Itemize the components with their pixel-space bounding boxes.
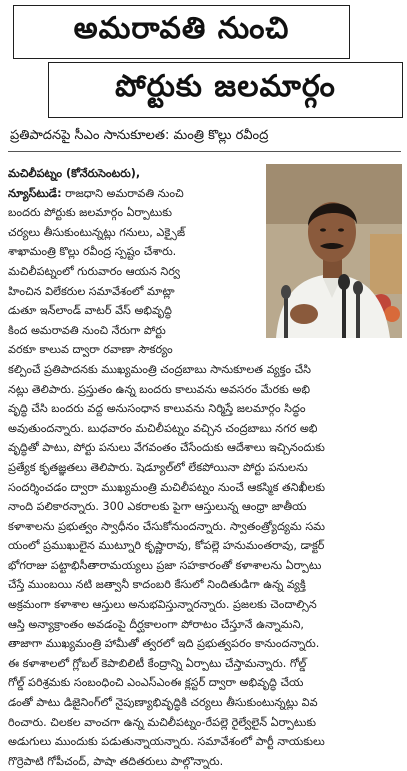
dateline-source: న్యూస్‌టుడే: — [8, 186, 62, 200]
article-line: కళాశాలను ప్రభుత్వం స్వాధీనం చేసుకోనుందన్నారు. స్వాతంత్ర్యోద్యమ సమ — [8, 519, 326, 533]
article-line: సందర్శించడం ద్వారా ముఖ్యమంత్రి మచిలీపట్నం నుంచే ఆకస్మిక తనిఖీలకు — [8, 480, 326, 494]
article-body — [8, 164, 404, 771]
article-line: కల్పించే ప్రతిపాదనకు ముఖ్యమంత్రి చంద్రబాబు సానుకూలత వ్యక్తం చేసి — [8, 362, 311, 376]
article-line: అడుగులు ముందుకు పడుతున్నాయన్నారు. సమావేశంలో పార్టీ నాయకులు — [8, 735, 325, 749]
article-line: యంలో ప్రముఖులైన ముట్నూరి కృష్ణారావు, కోపల్లె హనుమంతరావు, డాక్టర్ — [8, 539, 325, 553]
article-line: డంతో పాటు డిజైనింగ్‌లో నైపుణ్యాభివృద్ధికి చర్యలు తీసుకుంటున్నట్లు వివ — [8, 696, 318, 710]
article-line: ఆస్తి అన్యాక్రాంతం అవడంపై దీర్ఘకాలంగా పోరాటం చేస్తూనే ఉన్నామని, — [8, 617, 304, 631]
article-line: రించారు. చిలకల వాంచగా ఉన్న మచిలీపట్నం-రేపల్లె రైల్వేలైన్ ఏర్పాటుకు — [8, 715, 317, 729]
article-line: అవుతుందన్నారు. బుధవారం మచిలీపట్నం వచ్చిన చంద్రబాబు నగర అభి — [8, 421, 318, 435]
article-line: వృద్ధితో పాటు, పోర్టు పనులు వేగవంతం చేసేందుకు ఆదేశాలు ఇచ్చినందుకు — [8, 441, 325, 455]
article-line: శాఖామంత్రి కొల్లు రవీంద్ర స్పష్టం చేశారు. — [8, 245, 177, 259]
headline-line-1: అమరావతి నుంచి — [13, 5, 350, 59]
article-line: వృద్ధి చేసి బందరు వద్ద అనుసంధాన కాలువను నిర్మిస్తే జలమార్గం సిద్ధం — [8, 402, 306, 416]
article-line: నాంది పలికారన్నారు. 300 ఎకరాలకు పైగా ఆస్తులున్న ఆంధ్రా జాతీయ — [8, 500, 307, 514]
article-line: చర్యలు తీసుకుంటున్నట్లు గనులు, ఎక్సైజ్ — [8, 225, 186, 239]
article-line: డుతూ ఇన్‌లాండ్ వాటర్ వేస్ అభివృద్ధి — [8, 304, 172, 318]
article-line: చేస్తే ముంబయి నటి జత్వానీ కాదంబరి కేసులో నిందితుడిగా ఉన్న వ్యక్తి — [8, 578, 306, 592]
article-line: మచిలీపట్నంలో గురువారం ఆయన నిర్వ — [8, 264, 180, 278]
article-line: కింద అమరావతి నుంచి నేరుగా పోర్టు — [8, 323, 166, 337]
article-line: ప్రత్యేక కృతజ్ఞతలు తెలిపారు. షెడ్యూల్‌లో లేకపోయినా పోర్టు పనులను — [8, 460, 308, 474]
article-line — [8, 184, 260, 204]
article-line: అక్రమంగా కళాశాల ఆస్తులు అనుభవిస్తున్నారన్నారు. ప్రజలకు చెందాల్సిన — [8, 598, 317, 612]
article-line: ఈ కళాశాలలో గ్లోబల్ కెపాబిలిటీ కేంద్రాన్ని ఏర్పాటు చేస్తామన్నారు. గోల్డ్ — [8, 656, 307, 670]
article-line-text: రాజధాని అమరావతి నుంచి — [61, 186, 184, 200]
dateline-place: మచిలీపట్నం (కోనేరుసెంటరు), — [8, 167, 141, 180]
headline-line-2: పోర్టుకు జలమార్గం — [48, 62, 403, 118]
article-line: గోల్డ్ పరిశ్రమకు సంబంధించి ఎంఎస్ఎంఈ క్లస్టర్ ద్వారా అభివృద్ధి చేయ — [8, 676, 304, 690]
article-line: హించిన విలేకరుల సమావేశంలో మాట్లా — [8, 284, 175, 298]
article-line: బందరు పోర్టుకు జలమార్గం ఏర్పాటుకు — [8, 206, 173, 220]
article-line: గొర్రెపాటి గోపీచంద్, పాషా తదితరులు పాల్గొన్నారు. — [8, 754, 224, 768]
divider-rule — [8, 151, 401, 152]
article-line: భోగరాజు పట్టాభిసీతారామయ్యలు ప్రజా సహకారంతో కళాశాలను ఏర్పాటు — [8, 558, 322, 572]
article-line: నట్లు తెలిపారు. ప్రస్తుతం ఉన్న బందరు కాలువను అవసరం మేరకు అభి — [8, 382, 310, 396]
subheadline: ప్రతిపాదనపై సీఎం సానుకూలత: మంత్రి కొల్లు రవీంద్ర — [10, 128, 269, 143]
article-line: వరకూ కాలువ ద్వారా రవాణా సౌకర్యం — [8, 343, 173, 357]
article-line: తాజాగా ముఖ్యమంత్రి హామీతో త్వరలో ఇది ప్రభుత్వపరం కానుందన్నారు. — [8, 637, 320, 651]
